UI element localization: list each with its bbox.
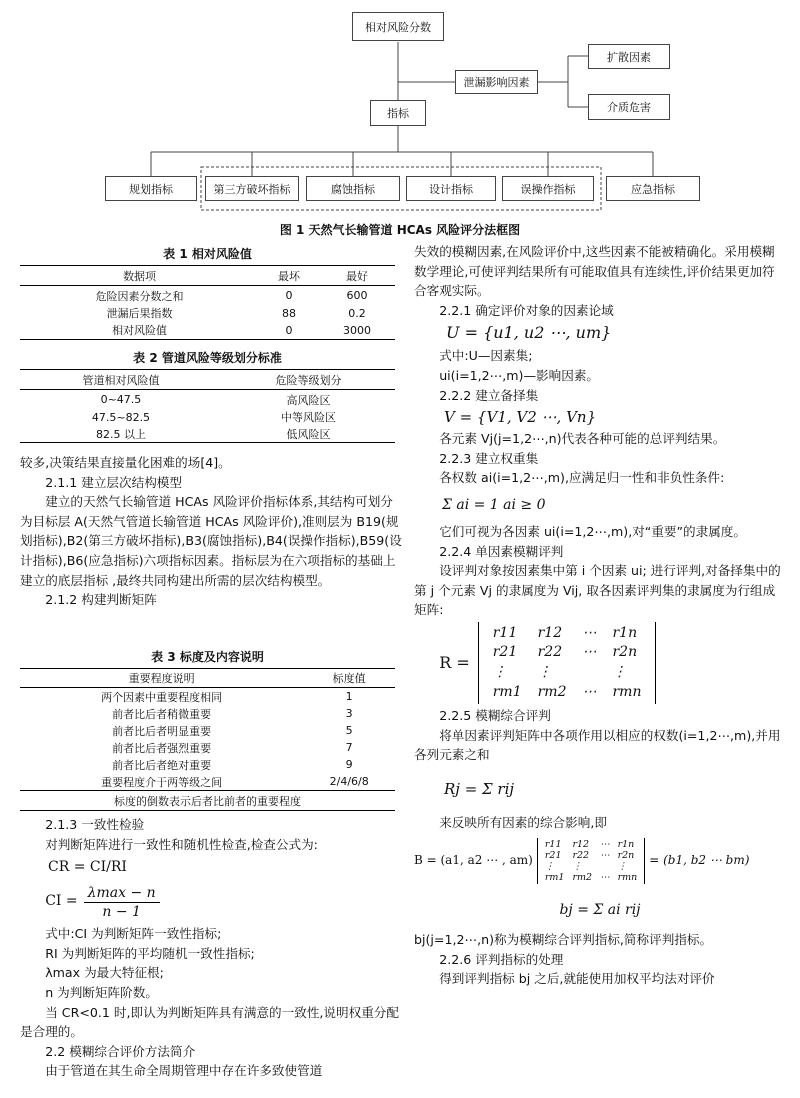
paragraph: 由于管道在其生命全周期管理中存在许多致使管道 <box>45 1063 323 1079</box>
table3-header-cell: 重要程度说明 <box>128 672 195 685</box>
table3-caption: 表 3 标度及内容说明 <box>151 650 264 664</box>
matrix-cell: ⋮ <box>617 861 628 873</box>
ci-fraction <box>84 884 160 921</box>
definition: 各元素 Vj(j=1,2⋯,n)代表各种可能的总评判结果。 <box>439 431 726 447</box>
section-heading-2-2-5: 2.2.5 模糊综合评判 <box>439 707 551 723</box>
table-cell: 88 <box>282 306 297 320</box>
matrix-cell: rm2 <box>537 683 567 700</box>
cr-formula: CR = CI/RI <box>48 859 127 876</box>
table-cell: 0 <box>285 323 293 337</box>
b-lhs: B = (a1, a2 ⋯ , am) <box>414 853 533 868</box>
paragraph: 将单因素评判矩阵中各项作用以相应的权数(i=1,2⋯,m),并用各列元素之和 <box>414 727 781 763</box>
paragraph: 失效的模糊因素,在风险评价中,这些因素不能被精确化。采用模糊数学理论,可使评判结果所有可能取值具有连续性,评价结果更加符合客观实际。 <box>414 244 775 299</box>
section-heading-2-1-2: 2.1.2 构建判断矩阵 <box>45 592 157 608</box>
design-index-box: 设计指标 <box>406 176 496 201</box>
table-row <box>20 321 395 340</box>
definition: λmax 为最大特征根; <box>45 965 164 981</box>
table-row <box>20 305 395 321</box>
definition: 各权数 ai(i=1,2⋯,m),应满足归一性和非负性条件: <box>439 470 725 486</box>
table2-header-cell: 管道相对风险值 <box>82 373 160 387</box>
ci-lhs: CI = <box>45 893 78 910</box>
b-matrix <box>537 838 645 884</box>
definition: RI 为判断矩阵的平均随机一致性指标; <box>45 945 255 961</box>
table-cell: 0~47.5 <box>100 393 142 406</box>
table-cell: 前者比后者明显重要 <box>112 724 212 738</box>
table2 <box>20 349 395 443</box>
leak-impact-box: 泄漏影响因素 <box>455 70 538 94</box>
table3-header <box>20 669 395 688</box>
figure-caption: 图 1 天然气长输管道 HCAs 风险评分法框图 <box>279 223 521 237</box>
relative-risk-score-box: 相对风险分数 <box>352 12 444 41</box>
table2-header-cell: 危险等级划分 <box>275 373 342 387</box>
paragraph: 得到评判指标 bj 之后,就能使用加权平均法对评价 <box>439 971 715 987</box>
section-heading-2-2-6: 2.2.6 评判指标的处理 <box>439 951 564 967</box>
table-row <box>20 705 395 722</box>
b-rhs: = (b1, b2 ⋯ bm) <box>649 853 750 868</box>
table-cell: 600 <box>346 289 368 302</box>
table1 <box>20 245 395 340</box>
table-row <box>20 286 395 306</box>
table-row <box>20 756 395 773</box>
matrix-cell: rmn <box>617 872 638 884</box>
paragraph: 对判断矩阵进行一致性和随机性检查,检查公式为: <box>45 836 318 852</box>
table-cell: 0.2 <box>348 306 366 320</box>
matrix-cell: ⋯ <box>600 839 610 851</box>
table-cell: 0 <box>285 289 293 302</box>
table-cell: 前者比后者绝对重要 <box>112 758 212 772</box>
matrix-cell <box>596 861 614 872</box>
definition: ui(i=1,2⋯,m)—影响因素。 <box>439 367 600 383</box>
v-formula: V = {V1, V2 ⋯, Vn} <box>444 408 597 427</box>
medium-hazard-box: 介质危害 <box>588 94 670 120</box>
emergency-index-box: 应急指标 <box>606 176 700 201</box>
table-cell: 重要程度介于两等级之间 <box>101 775 223 789</box>
ci-denominator: n − 1 <box>102 903 141 920</box>
paragraph: 设评判对象按因素集中第 i 个因素 ui; 进行评判,对备择集中的第 j 个元素 Vj 的隶属度为 Vij, 取各因素评判集的隶属度为行组成矩阵: <box>414 563 781 618</box>
weight-formula: Σ ai = 1 ai ≥ 0 <box>442 496 546 513</box>
ci-numerator: λmax − n <box>84 884 160 903</box>
table-row <box>20 390 395 410</box>
table2-caption: 表 2 管道风险等级划分标准 <box>133 351 282 365</box>
matrix-cell: ⋯ <box>582 644 597 661</box>
paragraph: 它们可视为各因素 ui(i=1,2⋯,m),对“重要”的隶属度。 <box>439 523 746 539</box>
section-heading-2-1-1: 2.1.1 建立层次结构模型 <box>45 474 182 490</box>
matrix-cell: ⋮ <box>572 861 582 873</box>
matrix-cell: rmn <box>612 683 642 700</box>
definition: 式中:CI 为判断矩阵一致性指标; <box>45 926 222 942</box>
table-cell: 前者比后者稍微重要 <box>112 707 212 721</box>
third-party-damage-box: 第三方破坏指标 <box>205 176 299 201</box>
matrix-cell: r1n <box>617 839 635 851</box>
matrix-cell: r22 <box>537 644 563 661</box>
table-row <box>20 773 395 791</box>
table1-header <box>20 266 395 286</box>
table-row <box>20 688 395 706</box>
matrix-cell: r2n <box>612 644 638 661</box>
left-text-bottom <box>20 815 405 1081</box>
table-cell: 危险因素分数之和 <box>95 289 184 303</box>
table-cell: 相对风险值 <box>112 324 168 337</box>
section-heading-2-2-2: 2.2.2 建立备择集 <box>439 387 539 403</box>
matrix-cell: ⋯ <box>582 683 597 700</box>
table-cell: 高风险区 <box>286 393 331 407</box>
matrix-cell: r11 <box>492 624 518 641</box>
r-matrix <box>478 622 657 704</box>
table-cell: 泄漏后果指数 <box>106 307 173 320</box>
rj-formula: Rj = Σ rij <box>444 779 515 798</box>
matrix-cell: r21 <box>492 644 518 661</box>
section-heading-2-2-4: 2.2.4 单因素模糊评判 <box>439 543 564 559</box>
table-row <box>20 739 395 756</box>
ci-formula <box>20 880 405 924</box>
matrix-cell: r1n <box>612 624 638 641</box>
matrix-cell: r2n <box>617 850 635 862</box>
table-cell: 5 <box>345 724 353 737</box>
matrix-cell: r12 <box>537 624 563 641</box>
matrix-cell: r12 <box>572 839 590 851</box>
u-formula: U = {u1, u2 ⋯, um} <box>446 323 612 343</box>
table-cell: 2/4/6/8 <box>329 775 369 788</box>
matrix-cell: ⋯ <box>582 624 597 641</box>
paragraph: 建立的天然气长输管道 HCAs 风险评价指标体系,其结构可划分为目标层 A(天然气管道长输管道 HCAs 风险评价),准则层为 B19(规划指标),B2(第三方破坏指标),B3(腐蚀指标),B4(误操作指标),B59(设计指标),B6(应急指标)六项指标因素。指标层为在六项指标的基础上建立的底层指标 ,最终共同构建出所需的层次结构模型。 <box>20 494 402 588</box>
section-heading-2-2-1: 2.2.1 确定评价对象的因素论域 <box>439 302 614 318</box>
table-cell: 两个因素中重要程度相同 <box>101 690 223 704</box>
section-heading-2-2-3: 2.2.3 建立权重集 <box>439 450 539 466</box>
r-matrix-formula <box>414 620 786 706</box>
index-box: 指标 <box>370 100 426 126</box>
diffusion-factor-box: 扩散因素 <box>588 44 670 69</box>
table3-header-cell: 标度值 <box>332 672 366 685</box>
table-cell: 47.5~82.5 <box>91 410 151 424</box>
matrix-cell: rm1 <box>544 872 565 884</box>
matrix-cell: ⋮ <box>544 861 555 873</box>
corrosion-index-box: 腐蚀指标 <box>306 176 400 201</box>
table1-header-cell: 最坏 <box>278 269 301 283</box>
paragraph: 当 CR<0.1 时,即认为判断矩阵具有满意的一致性,说明权重分配是合理的。 <box>20 1004 399 1040</box>
table-row <box>20 722 395 739</box>
definition: 式中:U—因素集; <box>439 348 533 364</box>
table1-header-cell: 数据项 <box>123 269 157 283</box>
matrix-cell <box>574 663 604 683</box>
table-cell: 82.5 以上 <box>95 427 146 441</box>
table3 <box>20 648 395 811</box>
table-cell: 1 <box>345 690 353 703</box>
table-cell: 9 <box>345 758 353 771</box>
left-text-top <box>20 453 405 610</box>
table1-caption: 表 1 相对风险值 <box>163 247 252 261</box>
matrix-cell: ⋮ <box>492 663 507 680</box>
misoperation-index-box: 误操作指标 <box>502 176 594 201</box>
table-cell: 前者比后者强烈重要 <box>112 741 212 755</box>
table-row <box>20 425 395 443</box>
table-cell: 3 <box>345 707 353 720</box>
table-row <box>20 409 395 425</box>
matrix-cell: ⋯ <box>600 850 610 862</box>
matrix-cell: r21 <box>544 850 562 862</box>
table-cell: 3000 <box>342 323 371 337</box>
matrix-cell: ⋯ <box>600 872 610 884</box>
table-cell: 7 <box>345 741 353 754</box>
b-formula <box>414 832 786 890</box>
matrix-cell: r11 <box>544 839 562 851</box>
table1-header-cell: 最好 <box>345 269 368 283</box>
matrix-cell: ⋮ <box>537 663 552 680</box>
matrix-cell: r22 <box>572 850 590 862</box>
table-row <box>20 791 395 811</box>
paragraph: 来反映所有因素的综合影响,即 <box>439 814 607 830</box>
definition: n 为判断矩阵阶数。 <box>45 984 158 1000</box>
definition: bj(j=1,2⋯,n)称为模糊综合评判指标,简称评判指标。 <box>414 932 713 948</box>
section-heading-2-1-3: 2.1.3 一致性检验 <box>45 817 145 832</box>
matrix-cell: rm1 <box>492 683 522 700</box>
section-heading-2-2: 2.2 模糊综合评价方法简介 <box>45 1043 196 1059</box>
matrix-cell: ⋮ <box>612 663 627 680</box>
bj-formula: bj = Σ ai rij <box>559 902 641 919</box>
paragraph: 较多,决策结果直接量化困难的场[4]。 <box>20 455 231 470</box>
r-lhs: R = <box>439 653 470 673</box>
table-cell: 中等风险区 <box>280 411 336 424</box>
right-column <box>414 242 786 989</box>
table2-header <box>20 370 395 390</box>
planning-index-box: 规划指标 <box>105 176 197 201</box>
table3-note: 标度的倒数表示后者比前者的重要程度 <box>114 794 301 808</box>
table-cell: 低风险区 <box>286 427 331 441</box>
matrix-cell: rm2 <box>572 872 593 884</box>
